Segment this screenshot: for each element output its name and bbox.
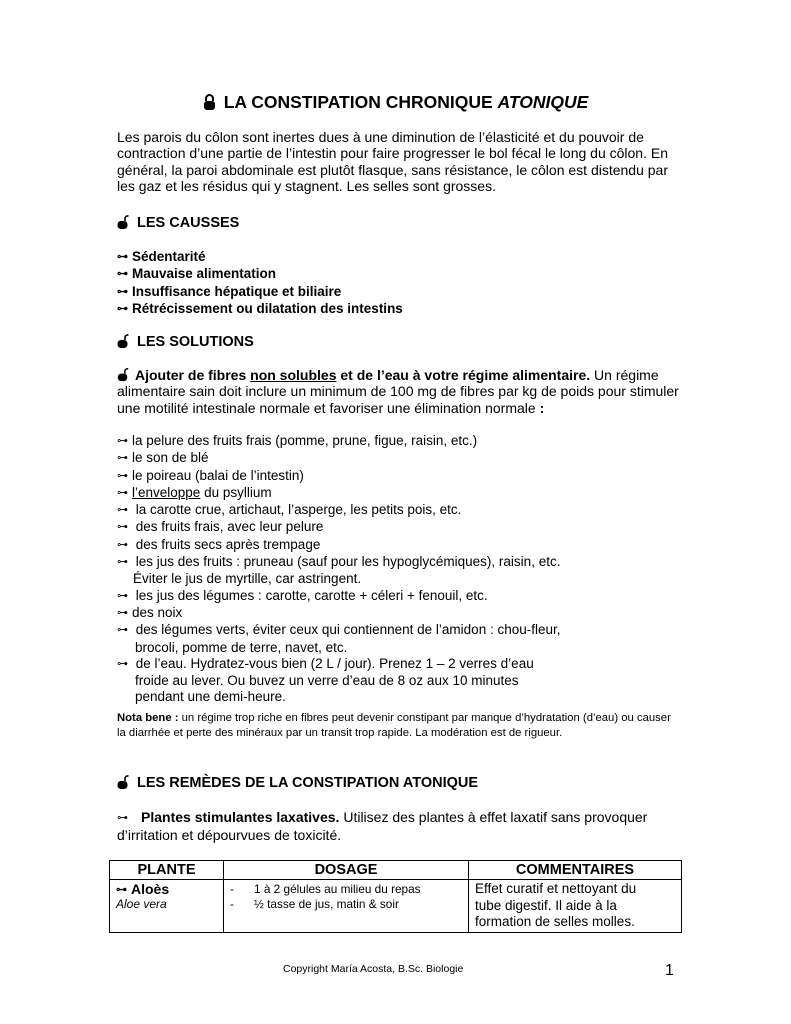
list-item-continued: pendant une demi-heure. bbox=[135, 689, 286, 705]
dosage-line: 1 à 2 gélules au milieu du repas bbox=[254, 882, 421, 896]
remedes-lead: ⊶ Plantes stimulantes laxatives. Utilisez des plantes à effet laxatif sans provoquer d’irritation et dépourvues de toxicité. bbox=[117, 809, 648, 844]
padlock-open-icon bbox=[117, 367, 129, 382]
list-item: ⊶ Mauvaise alimentation bbox=[117, 266, 277, 282]
list-item: ⊶ de l’eau. Hydratez-vous bien (2 L / jour). Prenez 1 – 2 verres d’eau bbox=[117, 655, 534, 671]
list-item: ⊶ les jus des légumes : carotte, carotte + céleri + fenouil, etc. bbox=[117, 587, 488, 603]
arrow-key-icon: ⊶ bbox=[117, 302, 128, 315]
causes-heading: LES CAUSSES bbox=[117, 214, 239, 231]
col-header-commentaires: COMMENTAIRES bbox=[469, 861, 682, 880]
arrow-key-icon: ⊶ bbox=[117, 657, 128, 670]
list-item: ⊶ les jus des fruits : pruneau (sauf pour les hypoglycémiques), raisin, etc. bbox=[117, 554, 561, 570]
padlock-open-icon bbox=[117, 333, 129, 349]
causes-list bbox=[117, 249, 403, 318]
arrow-key-icon: ⊶ bbox=[117, 435, 128, 447]
footer-copyright: Copyright María Acosta, B.Sc. Biologie bbox=[283, 963, 464, 975]
col-header-plante: PLANTE bbox=[110, 861, 224, 880]
list-item: ⊶ la pelure des fruits frais (pomme, prune, figue, raisin, etc.) bbox=[117, 433, 478, 448]
list-item: ⊶ le poireau (balai de l’intestin) bbox=[117, 467, 304, 483]
arrow-key-icon: ⊶ bbox=[117, 812, 128, 824]
list-item: ⊶ Sédentarité bbox=[117, 249, 206, 264]
arrow-key-icon: ⊶ bbox=[117, 538, 128, 551]
arrow-key-icon: ⊶ bbox=[117, 452, 128, 465]
intro-paragraph: Les parois du côlon sont inertes dues à une diminution de l’élasticité et du pouvoir de contraction d’une partie de l’intestin pour faire progresser le bol fécal le long du côlon. En général, la paroi abdominale est plutôt flasque, sans résistance, le côlon est distendu par les gaz et les résidus qui y stagnent. Les selles sont grosses. bbox=[117, 129, 669, 194]
cell-comment: Effet curatif et nettoyant du tube digestif. Il aide à la formation de selles molles. bbox=[469, 880, 682, 933]
table-header-row bbox=[110, 861, 682, 880]
arrow-key-icon: ⊶ bbox=[117, 268, 128, 281]
cell-dosage: - 1 à 2 gélules au milieu du repas - ½ tasse de jus, matin & soir bbox=[224, 880, 469, 933]
arrow-key-icon: ⊶ bbox=[117, 251, 128, 263]
remedes-heading: LES REMÈDES DE LA CONSTIPATION ATONIQUE bbox=[117, 774, 478, 791]
plant-name: Aloès bbox=[131, 881, 170, 897]
solutions-heading: LES SOLUTIONS bbox=[117, 333, 254, 350]
table-row bbox=[110, 880, 682, 933]
page-number: 1 bbox=[665, 962, 674, 979]
list-item-continued: brocoli, pomme de terre, navet, etc. bbox=[135, 639, 348, 655]
list-item-continued: Éviter le jus de myrtille, car astringent. bbox=[133, 571, 362, 587]
plant-latin-name: Aloe vera bbox=[116, 897, 167, 911]
padlock-open-icon bbox=[117, 214, 129, 230]
list-item: ⊶ des fruits secs après trempage bbox=[117, 536, 321, 552]
title-italic: ATONIQUE bbox=[497, 92, 589, 112]
arrow-key-icon: ⊶ bbox=[117, 624, 128, 637]
arrow-key-icon: ⊶ bbox=[117, 504, 128, 517]
list-item: ⊶ le son de blé bbox=[117, 450, 209, 466]
arrow-key-icon: ⊶ bbox=[117, 589, 128, 602]
cell-plant bbox=[110, 880, 224, 933]
nota-bene: Nota bene : un régime trop riche en fibres peut devenir constipant par manque d’hydratation (d’eau) ou causer la diarrhée et perte des minéraux par un transit trop rapide. La modération est de rigueur. bbox=[117, 712, 671, 739]
list-item: ⊶ des légumes verts, éviter ceux qui contiennent de l’amidon : chou-fleur, bbox=[117, 622, 561, 638]
padlock-closed-icon bbox=[203, 94, 216, 111]
arrow-key-icon: ⊶ bbox=[117, 469, 128, 482]
list-item: ⊶ des fruits frais, avec leur pelure bbox=[117, 519, 324, 535]
arrow-key-icon: ⊶ bbox=[116, 884, 127, 896]
arrow-key-icon: ⊶ bbox=[117, 486, 128, 499]
arrow-key-icon: ⊶ bbox=[117, 556, 128, 569]
page-title bbox=[0, 92, 791, 113]
title-text: LA CONSTIPATION CHRONIQUE bbox=[223, 92, 493, 112]
arrow-key-icon: ⊶ bbox=[117, 606, 128, 619]
padlock-open-icon bbox=[117, 774, 129, 790]
list-item: ⊶ la carotte crue, artichaut, l’asperge, les petits pois, etc. bbox=[117, 502, 462, 518]
list-item: ⊶ Insuffisance hépatique et biliaire bbox=[117, 283, 342, 299]
list-item: ⊶ l’enveloppe du psyllium bbox=[117, 484, 272, 500]
col-header-dosage: DOSAGE bbox=[224, 861, 469, 880]
solutions-lead: Ajouter de fibres non solubles et de l’eau à votre régime alimentaire. Un régime alimentaire sain doit inclure un minimum de 100 mg de fibres par kg de poids pour stimuler une motilité intestinale normale et favoriser une élimination normale : bbox=[117, 367, 679, 416]
foods-list bbox=[117, 433, 561, 706]
arrow-key-icon: ⊶ bbox=[117, 285, 128, 298]
list-item-continued: froide au lever. Ou buvez un verre d’eau de 8 oz aux 10 minutes bbox=[135, 673, 519, 689]
list-item: ⊶ des noix bbox=[117, 604, 183, 620]
list-item: ⊶ Rétrécissement ou dilatation des intestins bbox=[117, 300, 403, 316]
arrow-key-icon: ⊶ bbox=[117, 521, 128, 534]
plants-table bbox=[109, 860, 682, 933]
dosage-line: ½ tasse de jus, matin & soir bbox=[254, 896, 399, 911]
